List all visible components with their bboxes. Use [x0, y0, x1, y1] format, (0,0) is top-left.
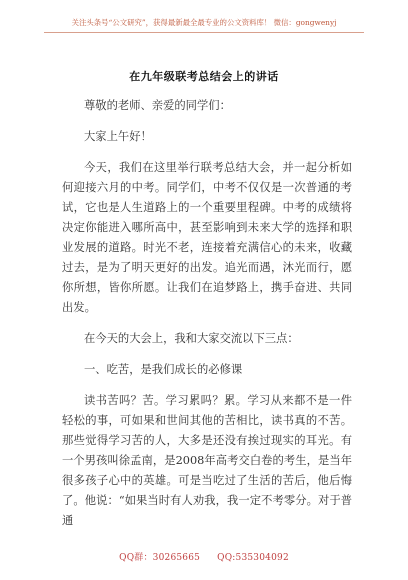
footer-contacts [0, 550, 408, 563]
document-body [62, 96, 352, 531]
footer-qq-group: QQ群：30265665 [119, 553, 201, 563]
salutation: 尊敬的老师、亲爱的同学们： [84, 99, 231, 112]
section-heading-1: 一、吃苦，是我们成长的必修课 [84, 363, 243, 376]
footer-qq: QQ:535304092 [217, 553, 289, 563]
paragraph-points: 在今天的大会上，我和大家交流以下三点： [84, 332, 299, 345]
header-notice: 关注头条号“公文研究”，获得最新最全最专业的公文资料库！ 微信：gongwenyj [44, 14, 364, 33]
paragraph-section-1: 读书苦吗？苦。学习累吗？累。学习从来都不是一件轻松的事，可如果和世间其他的苦相比，读书真的不苦。那些觉得学习苦的人，大多是还没有挨过现实的耳光。有一个男孩叫徐孟南，是2008年高考交白卷的考生，是当年很多孩子心中的英雄。可是当吃过了生活的苦后，他后悔了。他说：“如果当时有人劝我，我一定不考零分。对于普通 [62, 394, 352, 527]
greeting: 大家上午好！ [84, 130, 152, 143]
document-title: 在九年级联考总结会上的讲话 [129, 70, 279, 83]
paragraph-intro: 今天，我们在这里举行联考总结大会，并一起分析如何迎接六月的中考。同学们，中考不仅仅是一次普通的考试，它也是人生道路上的一个重要里程碑。中考的成绩将决定你能进入哪所高中，甚至影响到未来大学的选择和职业发展的道路。时光不老，连接着充满信心的未来，收藏过去，是为了明天更好的出发。追光而遇，沐光而行，愿你所想，皆你所愿。让我们在追梦路上，携手奋进、共同出发。 [62, 161, 352, 314]
